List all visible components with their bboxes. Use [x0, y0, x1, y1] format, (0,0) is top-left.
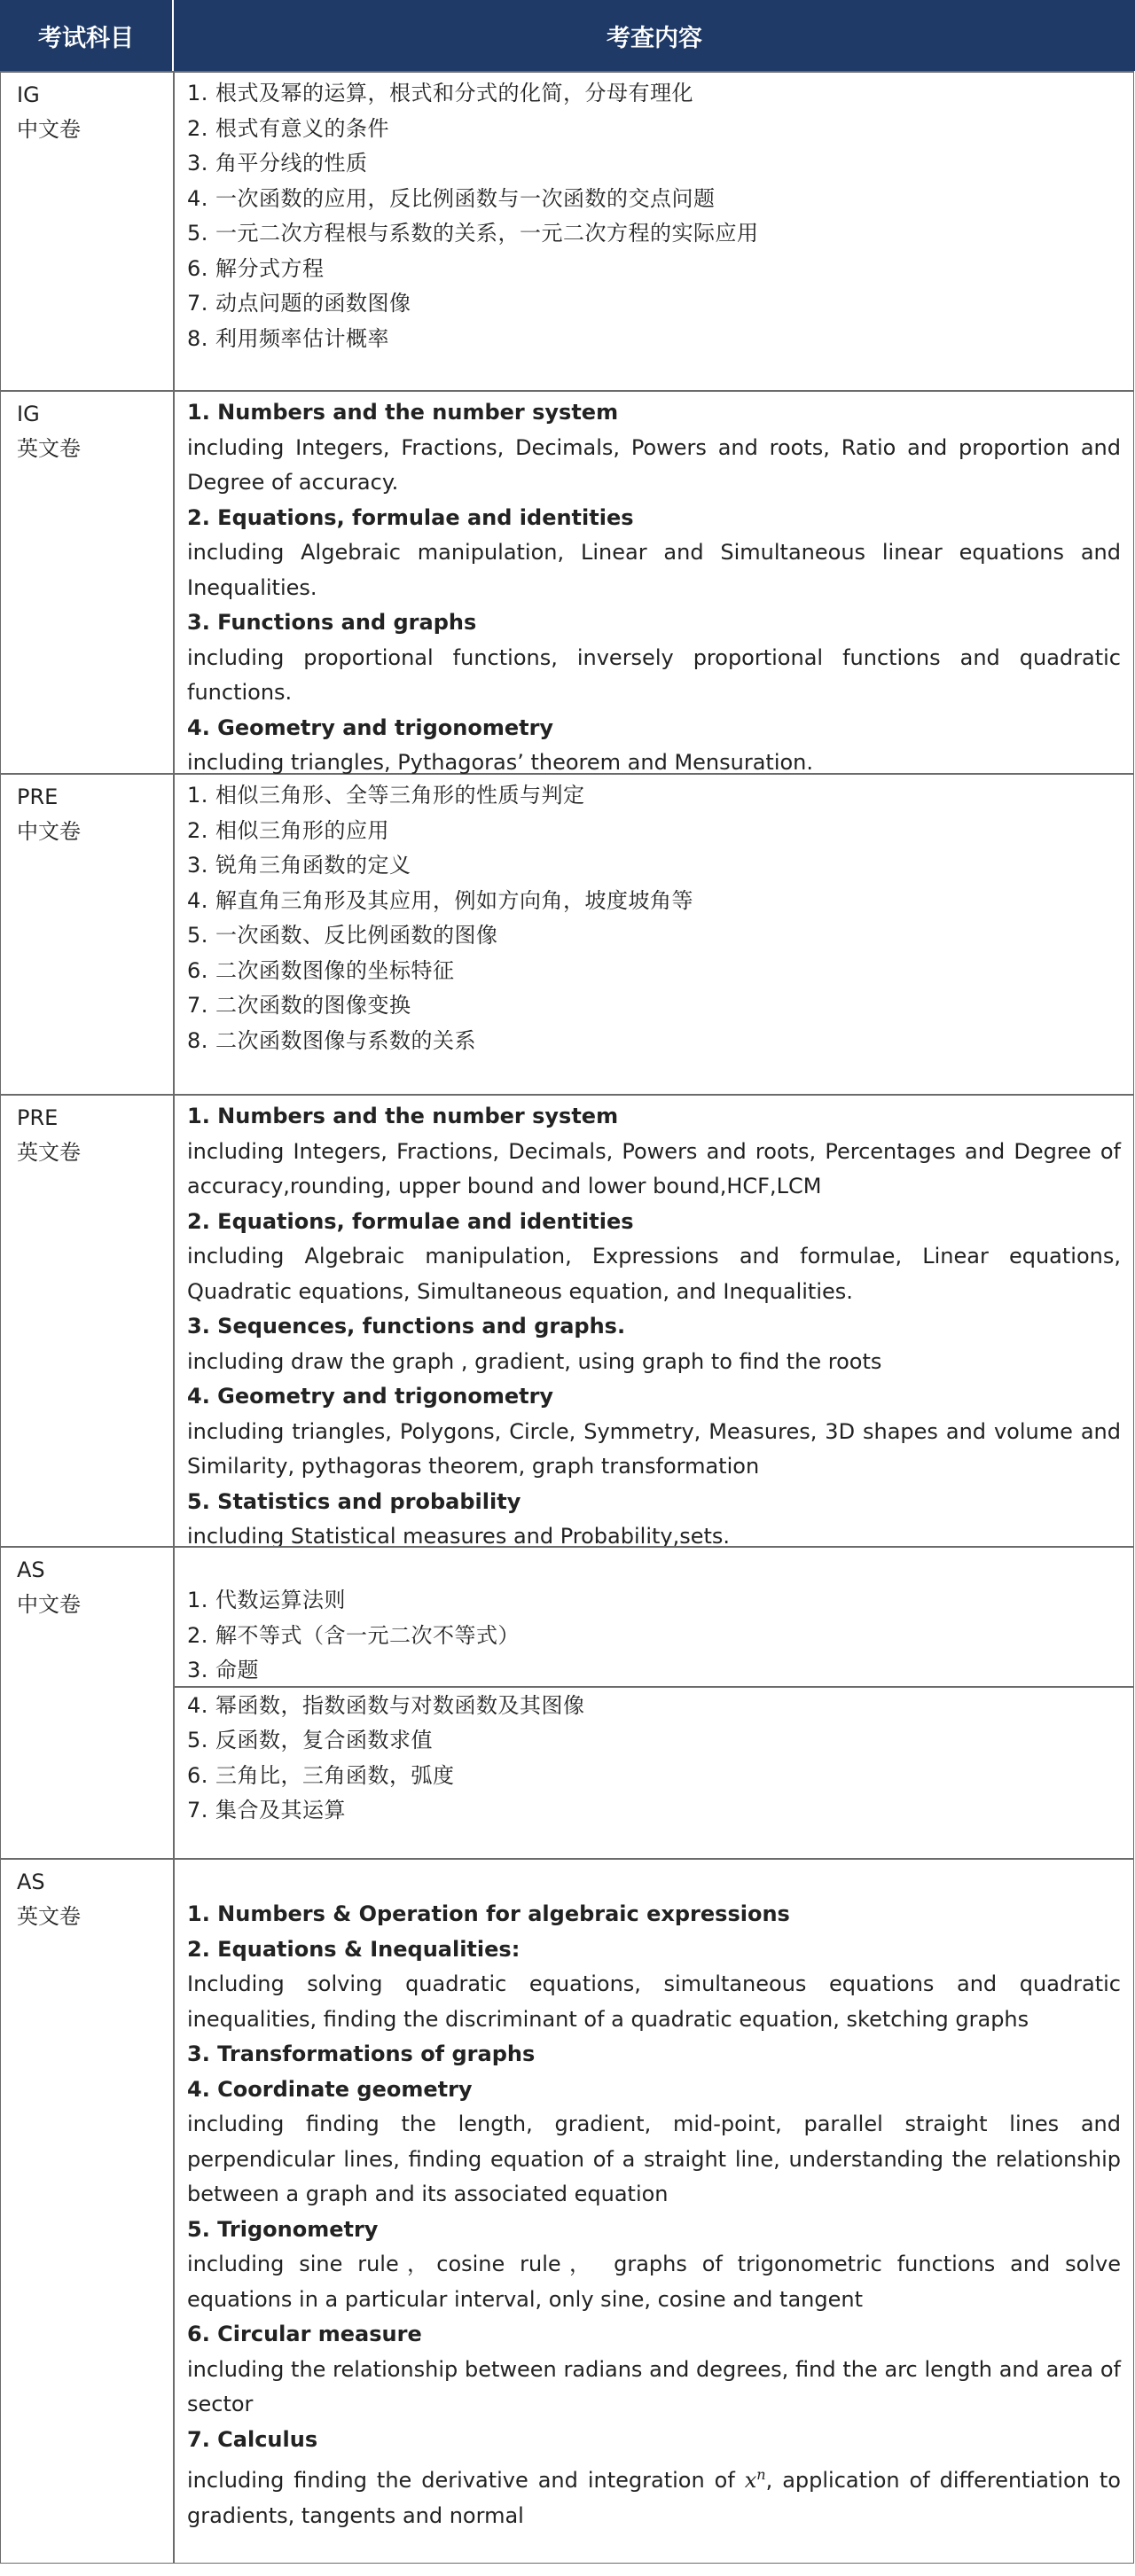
row-subject: IG 英文卷: [1, 392, 175, 773]
row-subject: IG 中文卷: [1, 73, 175, 390]
section-title: 3. Sequences, functions and graphs.: [187, 1314, 626, 1339]
list-item: 3. 角平分线的性质: [187, 151, 368, 176]
table-header: [0, 0, 1135, 71]
section-title: 3. Functions and graphs: [187, 610, 477, 635]
section-desc: including Algebraic manipulation, Expressions and formulae, Linear equations, Quadratic equations, Simultaneous equation, and Inequalities.: [187, 1244, 1121, 1304]
section-title: 1. Numbers and the number system: [187, 400, 619, 425]
table-row: [1, 1546, 1133, 1858]
list-item: 2. 相似三角形的应用: [187, 817, 390, 843]
table-row: [1, 1094, 1133, 1549]
section-desc: including sine rule，cosine rule， graphs of trigonometric functions and solve equations in a particular interval, only sine, cosine and tangent: [187, 2252, 1121, 2312]
section-desc: including triangles, Polygons, Circle, Symmetry, Measures, 3D shapes and volume and Similarity, pythagoras theorem, graph transformation: [187, 1418, 1121, 1479]
row-content: [175, 1548, 1133, 1858]
row-content: [175, 1096, 1133, 1549]
list-item: 7. 动点问题的函数图像: [187, 291, 411, 316]
row-content: [175, 73, 1133, 390]
list-item: 5. 一元二次方程根与系数的关系，一元二次方程的实际应用: [187, 221, 759, 246]
list-item: 6. 解分式方程: [187, 255, 325, 281]
section-title: 4. Coordinate geometry: [187, 2076, 473, 2102]
list-item: 4. 幂函数，指数函数与对数函数及其图像: [187, 1692, 585, 1718]
table-row: [1, 390, 1133, 773]
header-subject: 考试科目: [0, 0, 174, 71]
list-item: 4. 解直角三角形及其应用，例如方向角，坡度坡角等: [187, 887, 694, 913]
section-title: 5. Trigonometry: [187, 2216, 379, 2242]
table-row: [1, 773, 1133, 1094]
list-item: 6. 三角比，三角函数，弧度: [187, 1762, 455, 1788]
section-title: 4. Geometry and trigonometry: [187, 1384, 554, 1409]
section-desc: including triangles, Pythagoras’ theorem and Mensuration.: [187, 750, 814, 775]
math-variable: x: [744, 2468, 757, 2493]
row-subject: PRE 中文卷: [1, 775, 175, 1094]
list-item: 2. 根式有意义的条件: [187, 115, 390, 141]
desc-text: including finding the derivative and integration of: [187, 2468, 745, 2493]
section-title: 4. Geometry and trigonometry: [187, 714, 554, 740]
list-item: 7. 集合及其运算: [187, 1798, 347, 1823]
section-desc: including Statistical measures and Probability,sets.: [187, 1524, 731, 1549]
section-title: 1. Numbers & Operation for algebraic expressions: [187, 1901, 790, 1926]
section-desc: including draw the graph , gradient, using graph to find the roots: [187, 1348, 882, 1374]
section-title: 2. Equations & Inequalities:: [187, 1936, 521, 1962]
section-desc: including Integers, Fractions, Decimals, Powers and roots, Percentages and Degree of accuracy,rounding, upper bound and lower bound,HCF,LCM: [187, 1138, 1121, 1198]
table-body: [0, 71, 1134, 2564]
list-item: 5. 反函数，复合函数求值: [187, 1728, 434, 1752]
row-subject: AS 中文卷: [1, 1548, 175, 1858]
section-title: 2. Equations, formulae and identities: [187, 1208, 634, 1234]
desc-text: , application of differentiation to gradients, tangents and normal: [187, 2468, 1121, 2528]
table-row: [1, 1858, 1133, 2563]
row-subject: AS 英文卷: [1, 1860, 175, 2563]
list-item: 8. 利用频率估计概率: [187, 325, 390, 351]
section-title: 7. Calculus: [187, 2426, 318, 2452]
row-content: [175, 392, 1133, 773]
section-title: 5. Statistics and probability: [187, 1488, 521, 1514]
section-desc: including finding the length, gradient, mid-point, parallel straight lines and perpendicular lines, finding equation of a straight line, understanding the relationship between a graph and its associated equation: [187, 2112, 1121, 2206]
section-title: 3. Transformations of graphs: [187, 2041, 536, 2066]
list-item: 2. 解不等式（含一元二次不等式）: [187, 1622, 521, 1648]
header-content: 考查内容: [607, 24, 702, 52]
list-item: 7. 二次函数的图像变换: [187, 993, 411, 1018]
list-item: 1. 代数运算法则: [187, 1588, 347, 1612]
math-exponent: n: [756, 2466, 766, 2483]
section-desc: [187, 2457, 1121, 2533]
row-subject: PRE 英文卷: [1, 1096, 175, 1546]
list-item: 1. 相似三角形、全等三角形的性质与判定: [187, 783, 585, 808]
section-desc: including Integers, Fractions, Decimals, Powers and roots, Ratio and proportion and Degree of accuracy.: [187, 434, 1121, 495]
list-item: 4. 一次函数的应用，反比例函数与一次函数的交点问题: [187, 185, 716, 211]
row-content: [175, 775, 1133, 1094]
section-desc: including the relationship between radians and degrees, find the arc length and area of sector: [187, 2356, 1121, 2416]
section-desc: including Algebraic manipulation, Linear and Simultaneous linear equations and Inequalities.: [187, 540, 1121, 600]
list-item: 6. 二次函数图像的坐标特征: [187, 957, 455, 983]
section-title: 1. Numbers and the number system: [187, 1104, 619, 1128]
list-item: 5. 一次函数、反比例函数的图像: [187, 923, 498, 948]
list-item: 3. 命题: [187, 1658, 260, 1682]
section-title: 2. Equations, formulae and identities: [187, 504, 634, 530]
page-break-line: [175, 1686, 1133, 1688]
section-desc: Including solving quadratic equations, simultaneous equations and quadratic inequalities, finding the discriminant of a quadratic equation, sketching graphs: [187, 1971, 1121, 2032]
list-item: 1. 根式及幂的运算，根式和分式的化简，分母有理化: [187, 81, 694, 105]
list-item: 3. 锐角三角函数的定义: [187, 853, 411, 878]
section-title: 6. Circular measure: [187, 2322, 422, 2346]
table-row: [1, 71, 1133, 390]
row-content: [175, 1860, 1133, 2563]
list-item: 8. 二次函数图像与系数的关系: [187, 1027, 477, 1053]
section-desc: including proportional functions, inversely proportional functions and quadratic functions.: [187, 644, 1121, 705]
